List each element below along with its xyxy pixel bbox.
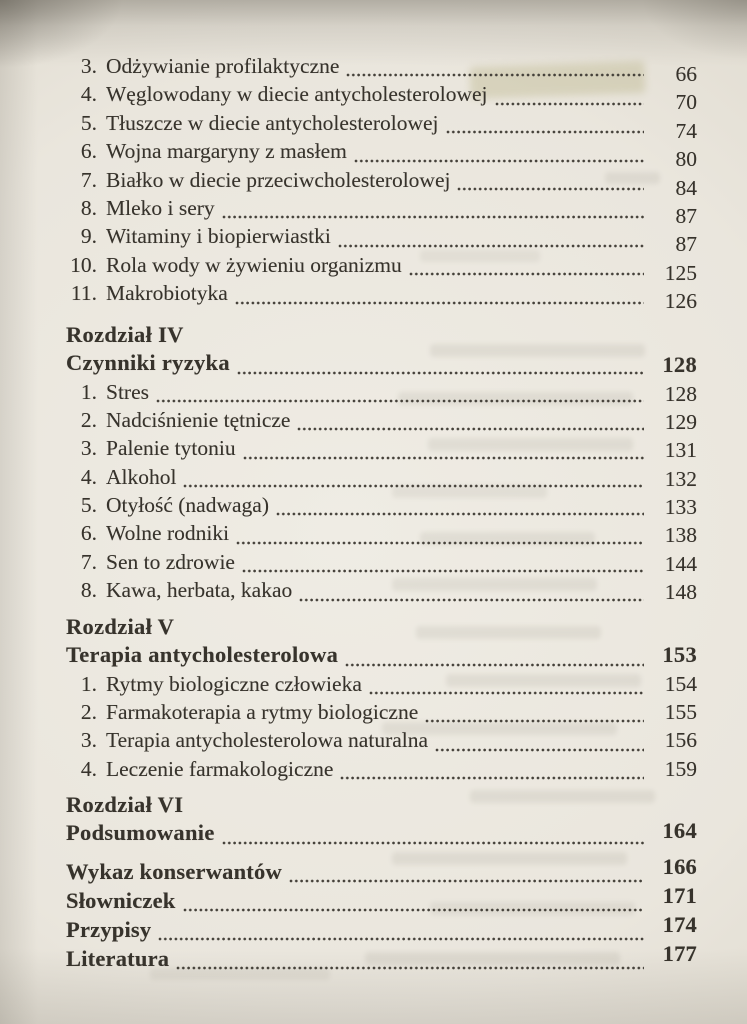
toc-section [66, 54, 697, 314]
toc-section [66, 790, 697, 850]
toc-entry [66, 408, 697, 436]
toc-entry [66, 728, 697, 756]
toc-entry [66, 465, 697, 493]
dot-leader [346, 73, 644, 77]
entry-number: 3. [80, 436, 97, 461]
entry-label: Białko w diecie przeciwcholesterolowej [106, 167, 451, 192]
dot-leader [354, 159, 644, 163]
entry-label: Terapia antycholesterolowa naturalna [106, 728, 429, 753]
toc-entry [66, 54, 697, 86]
page-number: 125 [664, 260, 697, 285]
dot-leader [495, 102, 645, 106]
toc-entry [66, 139, 697, 172]
entry-label: Podsumowanie [66, 820, 215, 846]
entry-label: Leczenie farmakologiczne [106, 756, 334, 781]
dot-leader [183, 908, 644, 912]
dot-leader [425, 719, 644, 723]
dot-leader [222, 215, 644, 219]
dot-leader [176, 966, 644, 970]
page-number: 126 [664, 289, 697, 314]
toc-entry [66, 578, 697, 606]
toc-entry [66, 224, 697, 257]
entry-label: Odżywianie profilaktyczne [106, 54, 340, 78]
toc-entry [66, 642, 697, 672]
page-number: 164 [662, 818, 697, 844]
page-number: 144 [664, 551, 697, 576]
entry-number: 5. [80, 493, 97, 518]
dot-leader [457, 187, 644, 191]
entry-label: Rytmy biologiczne człowieka [106, 671, 362, 696]
toc-entry [66, 350, 697, 380]
page-number: 154 [664, 671, 697, 696]
entry-number: 2. [80, 700, 97, 725]
entry-label: Rola wody w żywieniu organizmu [106, 252, 402, 277]
toc-entry [66, 820, 697, 850]
toc-entry [66, 912, 697, 946]
dot-leader [435, 748, 644, 752]
dot-leader [299, 598, 644, 602]
entry-label: Słowniczek [66, 888, 176, 914]
dot-leader [158, 937, 644, 941]
toc-entry [66, 854, 697, 888]
page-number: 87 [675, 203, 697, 228]
entry-label: Nadciśnienie tętnicze [106, 407, 291, 432]
toc-entry [66, 436, 697, 464]
toc-section [66, 854, 697, 975]
dot-leader [237, 371, 644, 375]
entry-number: 8. [80, 195, 97, 220]
page-number: 148 [664, 580, 697, 605]
toc-entry [66, 110, 697, 143]
entry-label: Otyłość (nadwaga) [106, 493, 269, 518]
page-number: 87 [675, 232, 697, 257]
toc-entry [66, 672, 697, 700]
toc-entry [66, 252, 697, 285]
entry-number: 7. [80, 549, 97, 574]
page-number: 128 [664, 381, 697, 406]
toc-entry [66, 281, 697, 314]
toc-section [66, 320, 697, 607]
chapter-heading: Rozdział V [66, 613, 175, 639]
entry-number: 6. [80, 521, 97, 546]
dot-leader [236, 541, 644, 545]
entry-number: 5. [80, 110, 97, 135]
entry-label: Wojna margaryny z masłem [106, 139, 347, 164]
entry-label: Farmakoterapia a rytmy biologiczne [106, 700, 419, 725]
dot-leader [156, 399, 644, 403]
page-number: 74 [675, 118, 697, 143]
entry-number: 7. [80, 167, 97, 192]
entry-label: Wolne rodniki [106, 521, 230, 546]
toc-section [66, 612, 697, 786]
entry-label: Tłuszcze w diecie antycholesterolowej [106, 110, 439, 135]
dot-leader [276, 512, 644, 516]
toc-entry [66, 941, 697, 975]
toc-entry [66, 883, 697, 917]
dot-leader [242, 569, 644, 573]
entry-label: Węglowodany w diecie antycholesterolowej [106, 82, 488, 107]
page-number: 132 [664, 466, 697, 491]
page-number: 66 [675, 62, 697, 86]
page-number: 128 [662, 351, 697, 377]
entry-number: 1. [80, 671, 97, 696]
page-number: 156 [664, 728, 697, 753]
dot-leader [289, 879, 644, 883]
page-number: 155 [664, 700, 697, 725]
toc-entry [66, 550, 697, 578]
entry-number: 2. [80, 407, 97, 432]
toc-entry [66, 195, 697, 228]
page-number: 174 [662, 912, 697, 938]
page-number: 133 [664, 495, 697, 520]
entry-number: 4. [80, 464, 97, 489]
page-number: 159 [664, 756, 697, 781]
entry-label: Alkohol [106, 464, 177, 489]
toc-entry [66, 380, 697, 408]
page-number: 138 [664, 523, 697, 548]
entry-number: 4. [80, 82, 97, 107]
entry-number: 3. [80, 728, 97, 753]
toc-entry [66, 757, 697, 785]
entry-number: 1. [80, 379, 97, 404]
page-number: 84 [675, 175, 697, 200]
page-number: 70 [675, 90, 697, 115]
dot-leader [369, 691, 644, 695]
entry-label: Wykaz konserwantów [66, 859, 282, 885]
page-number: 129 [664, 409, 697, 434]
chapter-heading: Rozdział IV [66, 321, 184, 347]
entry-label: Czynniki ryzyka [66, 349, 230, 375]
dot-leader [345, 663, 644, 667]
dot-leader [183, 484, 644, 488]
dot-leader [409, 272, 644, 276]
entry-label: Terapia antycholesterolowa [66, 641, 339, 667]
entry-label: Mleko i sery [106, 195, 215, 220]
toc-entry [66, 493, 697, 521]
entry-label: Kawa, herbata, kakao [106, 578, 293, 603]
toc-entry [66, 700, 697, 728]
toc-entry [66, 82, 697, 115]
entry-number: 8. [80, 578, 97, 603]
dot-leader [297, 427, 644, 431]
entry-number: 4. [80, 756, 97, 781]
dot-leader [235, 301, 644, 305]
dot-leader [222, 841, 644, 845]
entry-number: 10. [70, 252, 97, 277]
page-number: 80 [675, 147, 697, 172]
entry-label: Makrobiotyka [106, 281, 228, 306]
dot-leader [340, 776, 644, 780]
toc-entry [66, 167, 697, 200]
entry-label: Sen to zdrowie [106, 549, 235, 574]
entry-number: 3. [80, 54, 97, 78]
entry-label: Stres [106, 379, 149, 404]
entry-number: 9. [80, 224, 97, 249]
page-number: 177 [662, 941, 697, 967]
toc-entry [66, 521, 697, 549]
page-number: 153 [662, 641, 697, 667]
page-number: 166 [662, 854, 697, 880]
entry-label: Przypisy [66, 917, 152, 943]
entry-number: 6. [80, 139, 97, 164]
entry-label: Palenie tytoniu [106, 436, 236, 461]
entry-number: 11. [70, 281, 97, 306]
chapter-heading: Rozdział VI [66, 792, 184, 818]
dot-leader [243, 456, 644, 460]
entry-label: Witaminy i biopierwiastki [106, 224, 331, 249]
page-number: 131 [664, 438, 697, 463]
entry-label: Literatura [66, 946, 170, 972]
dot-leader [446, 130, 644, 134]
dot-leader [338, 244, 644, 248]
page-number: 171 [662, 883, 697, 909]
